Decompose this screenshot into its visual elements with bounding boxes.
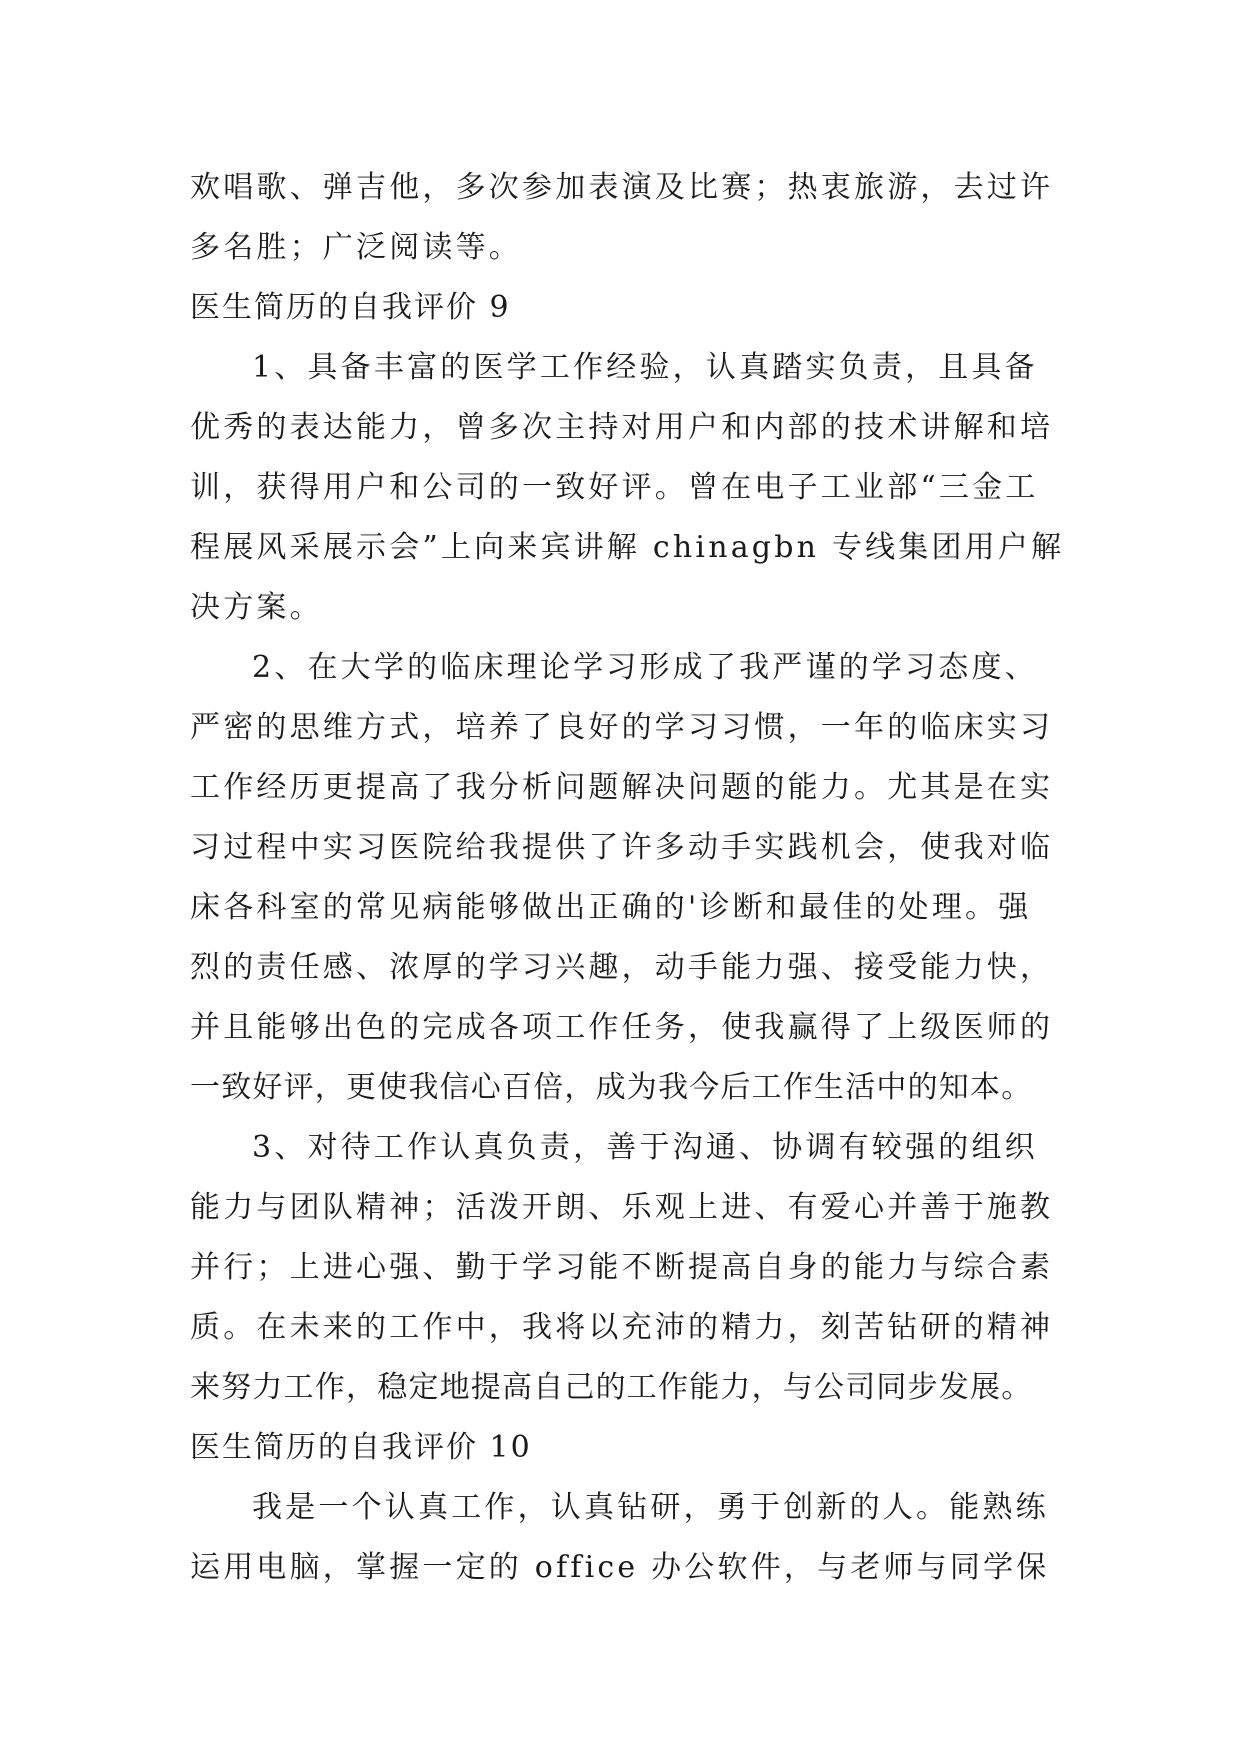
paragraph-line: 欢唱歌、弹吉他，多次参加表演及比赛；热衷旅游，去过许 <box>190 170 1054 205</box>
paragraph-line: 训，获得用户和公司的一致好评。曾在电子工业部“三金工 <box>190 470 1039 505</box>
paragraph-line: 1、具备丰富的医学工作经验，认真踏实负责，且具备 <box>252 350 1038 385</box>
paragraph-line: 优秀的表达能力，曾多次主持对用户和内部的技术讲解和培 <box>190 410 1054 445</box>
paragraph-line: 严密的思维方式，培养了良好的学习习惯，一年的临床实习 <box>190 710 1054 745</box>
paragraph-line: 运用电脑，掌握一定的 office 办公软件，与老师与同学保 <box>190 1550 1050 1585</box>
paragraph-line: 2、在大学的临床理论学习形成了我严谨的学习态度、 <box>252 650 1038 685</box>
paragraph-line: 多名胜；广泛阅读等。 <box>190 230 522 265</box>
section-heading: 医生简历的自我评价 9 <box>190 290 511 325</box>
paragraph-line: 工作经历更提高了我分析问题解决问题的能力。尤其是在实 <box>190 770 1054 805</box>
document-body <box>190 158 1065 1598</box>
paragraph-line: 质。在未来的工作中，我将以充沛的精力，刻苦钻研的精神 <box>190 1310 1054 1345</box>
paragraph-line: 我是一个认真工作，认真钻研，勇于创新的人。能熟练 <box>252 1490 1049 1525</box>
paragraph-line: 一致好评，更使我信心百倍，成为我今后工作生活中的知本。 <box>190 1070 1033 1105</box>
paragraph-line: 程展风采展示会”上向来宾讲解 chinagbn 专线集团用户解 <box>190 530 1065 565</box>
section-heading: 医生简历的自我评价 10 <box>190 1430 532 1465</box>
paragraph-line: 并行；上进心强、勤于学习能不断提高自身的能力与综合素 <box>190 1250 1054 1285</box>
paragraph-line: 床各科室的常见病能够做出正确的'诊断和最佳的处理。强 <box>190 890 1032 925</box>
paragraph-line: 能力与团队精神；活泼开朗、乐观上进、有爱心并善于施教 <box>190 1190 1054 1225</box>
paragraph-line: 习过程中实习医院给我提供了许多动手实践机会，使我对临 <box>190 830 1054 865</box>
paragraph-line: 决方案。 <box>190 590 323 625</box>
paragraph-line: 来努力工作，稳定地提高自己的工作能力，与公司同步发展。 <box>190 1370 1033 1405</box>
paragraph-line: 烈的责任感、浓厚的学习兴趣，动手能力强、接受能力快， <box>190 950 1054 985</box>
paragraph-line: 并且能够出色的完成各项工作任务，使我赢得了上级医师的 <box>190 1010 1054 1045</box>
paragraph-line: 3、对待工作认真负责，善于沟通、协调有较强的组织 <box>252 1130 1038 1165</box>
